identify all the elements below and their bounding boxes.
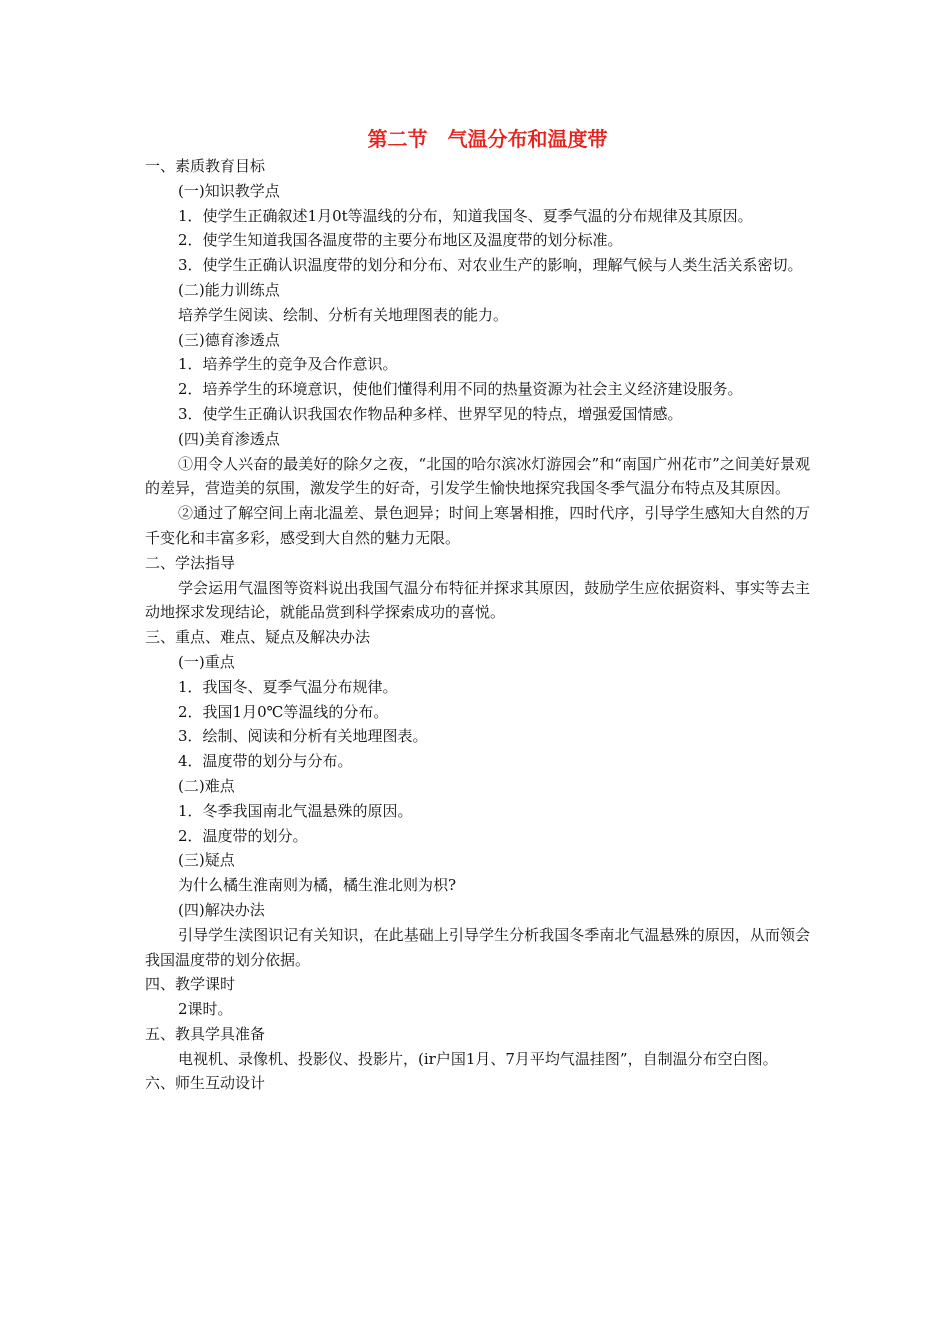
paragraph: 2．我国1月0℃等温线的分布。 — [178, 702, 389, 721]
paragraph: 学会运用气温图等资料说出我国气温分布特征并探求其原因，鼓励学生应依据资料、事实等去主动地探求发现结论，就能品赏到科学探索成功的喜悦。 — [145, 578, 810, 622]
section-heading: 五、教具学具准备 — [145, 1024, 266, 1043]
subsection-heading: (四)美育渗透点 — [178, 429, 280, 448]
subsection-heading: (三)德育渗透点 — [178, 330, 280, 349]
paragraph: 2课时。 — [178, 1000, 233, 1019]
paragraph: 3．绘制、阅读和分析有关地理图表。 — [178, 727, 428, 746]
paragraph: 培养学生阅读、绘制、分析有关地理图表的能力。 — [178, 305, 509, 324]
paragraph: 2．使学生知道我国各温度带的主要分布地区及温度带的划分标准。 — [178, 231, 623, 250]
paragraph: 电视机、录像机、投影仪、投影片，(ir户国1月、7月平均气温挂图”，自制温分布空白图。 — [178, 1049, 778, 1068]
section-heading: 一、素质教育目标 — [145, 157, 266, 175]
subsection-heading: (二)能力训练点 — [178, 280, 280, 299]
section-heading: 四、教学课时 — [145, 975, 236, 994]
document-title: 第二节 气温分布和温度带 — [367, 127, 608, 151]
subsection-heading: (四)解决办法 — [178, 900, 265, 919]
paragraph: 2．温度带的划分。 — [178, 826, 308, 845]
paragraph: 2．培养学生的环境意识，使他们懂得利用不同的热量资源为社会主义经济建设服务。 — [178, 380, 743, 399]
section-heading: 六、师生互动设计 — [145, 1074, 266, 1093]
paragraph: 1．冬季我国南北气温悬殊的原因。 — [178, 801, 413, 820]
paragraph: 3．使学生正确认识我国农作物品种多样、世界罕见的特点，增强爱国情感。 — [178, 404, 683, 423]
paragraph: 1．使学生正确叙述1月0t等温线的分布，知道我国冬、夏季气温的分布规律及其原因。 — [178, 206, 753, 225]
subsection-heading: (一)知识教学点 — [178, 181, 280, 200]
paragraph: 1．我国冬、夏季气温分布规律。 — [178, 677, 398, 696]
document-body — [145, 154, 810, 1096]
subsection-heading: (三)疑点 — [178, 851, 235, 870]
paragraph: ①用令人兴奋的最美好的除夕之夜，“北国的哈尔滨冰灯游园会”和“南国广州花市”之间美好景观的差异，营造美的氛围，激发学生的好奇，引发学生愉快地探究我国冬季气温分布特点及其原因。 — [145, 454, 810, 498]
paragraph: ②通过了解空间上南北温差、景色迥异；时间上寒暑相推，四时代序，引导学生感知大自然的万千变化和丰富多彩，感受到大自然的魅力无限。 — [145, 504, 810, 547]
paragraph: 3．使学生正确认识温度带的划分和分布、对农业生产的影响，理解气候与人类生活关系密切。 — [178, 256, 803, 275]
section-heading: 二、学法指导 — [145, 553, 236, 572]
subsection-heading: (二)难点 — [178, 776, 235, 795]
paragraph: 1．培养学生的竞争及合作意识。 — [178, 355, 398, 374]
paragraph: 引导学生渎图识记有关知识，在此基础上引导学生分析我国冬季南北气温悬殊的原因，从而领会我国温度带的划分依据。 — [145, 925, 810, 969]
paragraph: 4．温度带的划分与分布。 — [178, 752, 353, 771]
section-heading: 三、重点、难点、疑点及解决办法 — [145, 628, 371, 647]
document-page — [145, 124, 810, 1096]
subsection-heading: (一)重点 — [178, 652, 235, 671]
paragraph: 为什么橘生淮南则为橘，橘生淮北则为枳? — [178, 876, 457, 895]
